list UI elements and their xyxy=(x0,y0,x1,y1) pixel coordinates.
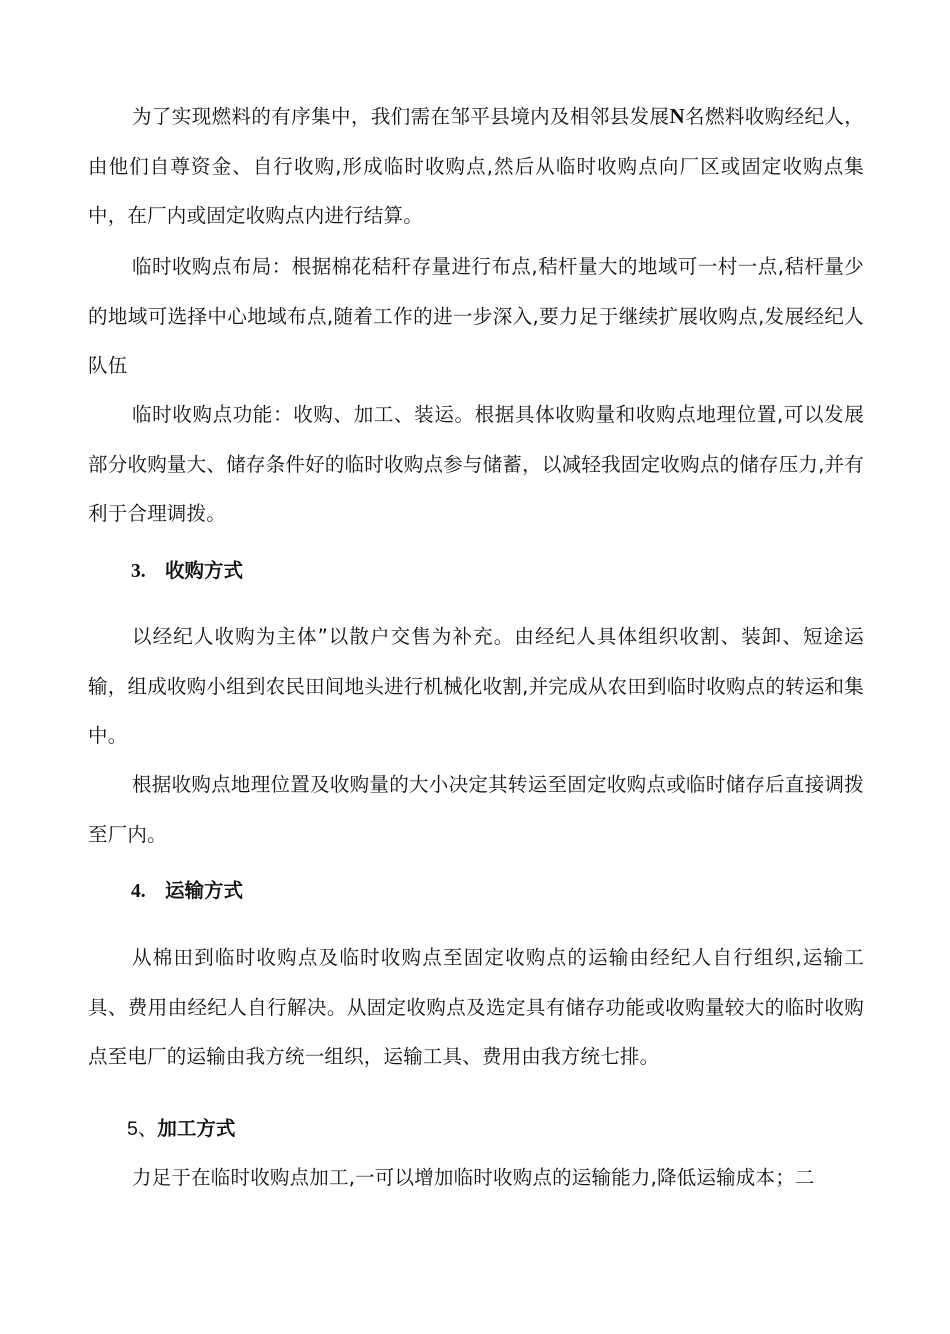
heading-number: 5、 xyxy=(127,1118,158,1140)
paragraph-temporary-point-function: 临时收购点功能：收购、加工、装运。根据具体收购量和收购点地理位置,可以发展部分收购量大、储存条件好的临时收购点参与储蓄，以减轻我固定收购点的储存压力,并有利于合理调拨。 xyxy=(88,403,864,525)
heading-title: 加工方式 xyxy=(157,1117,236,1140)
heading-number: 4. xyxy=(131,881,146,902)
paragraph-text: 名燃料收购经纪人，由他们自尊资金、自行收购,形成临时收购点,然后从临时收购点向厂区或固定收购点集中，在厂内或固定收购点内进行结算。 xyxy=(88,105,864,227)
paragraph-processing-method: 力足于在临时收购点加工,一可以增加临时收购点的运输能力,降低运输成本；二 xyxy=(132,1166,815,1189)
paragraph-transfer-decision: 根据收购点地理位置及收购量的大小决定其转运至固定收购点或临时储存后直接调拨至厂内。 xyxy=(88,773,864,846)
paragraph-purchase-method: 以经纪人收购为主体”以散户交售为补充。由经纪人具体组织收割、装卸、短途运输，组成收购小组到农民田间地头进行机械化收割,并完成从农田到临时收购点的转运和集中。 xyxy=(88,625,864,747)
paragraph-temporary-point-layout: 临时收购点布局：根据棉花秸秆存量进行布点,秸杆量大的地域可一村一点,秸杆量少的地域可选择中心地域布点,随着工作的进一步深入,要力足于继续扩展收购点,发展经纪人队伍 xyxy=(88,255,864,377)
section-heading-processing-method xyxy=(127,1114,235,1144)
paragraph-text: 为了实现燃料的有序集中，我们需在邹平县境内及相邻县发展 xyxy=(132,105,670,128)
section-heading-transport-method xyxy=(131,876,243,907)
paragraph-broker-development xyxy=(88,92,864,241)
section-heading-purchase-method xyxy=(131,556,243,587)
letter-n: N xyxy=(669,104,685,128)
heading-number: 3. xyxy=(131,561,146,582)
heading-title: 收购方式 xyxy=(165,559,244,582)
paragraph-transport-method: 从棉田到临时收购点及临时收购点至固定收购点的运输由经纪人自行组织,运输工具、费用由经纪人自行解决。从固定收购点及选定具有储存功能或收购量较大的临时收购点至电厂的运输由我方统一组织，运输工具、费用由我方统七排。 xyxy=(88,946,864,1068)
heading-title: 运输方式 xyxy=(165,879,244,902)
